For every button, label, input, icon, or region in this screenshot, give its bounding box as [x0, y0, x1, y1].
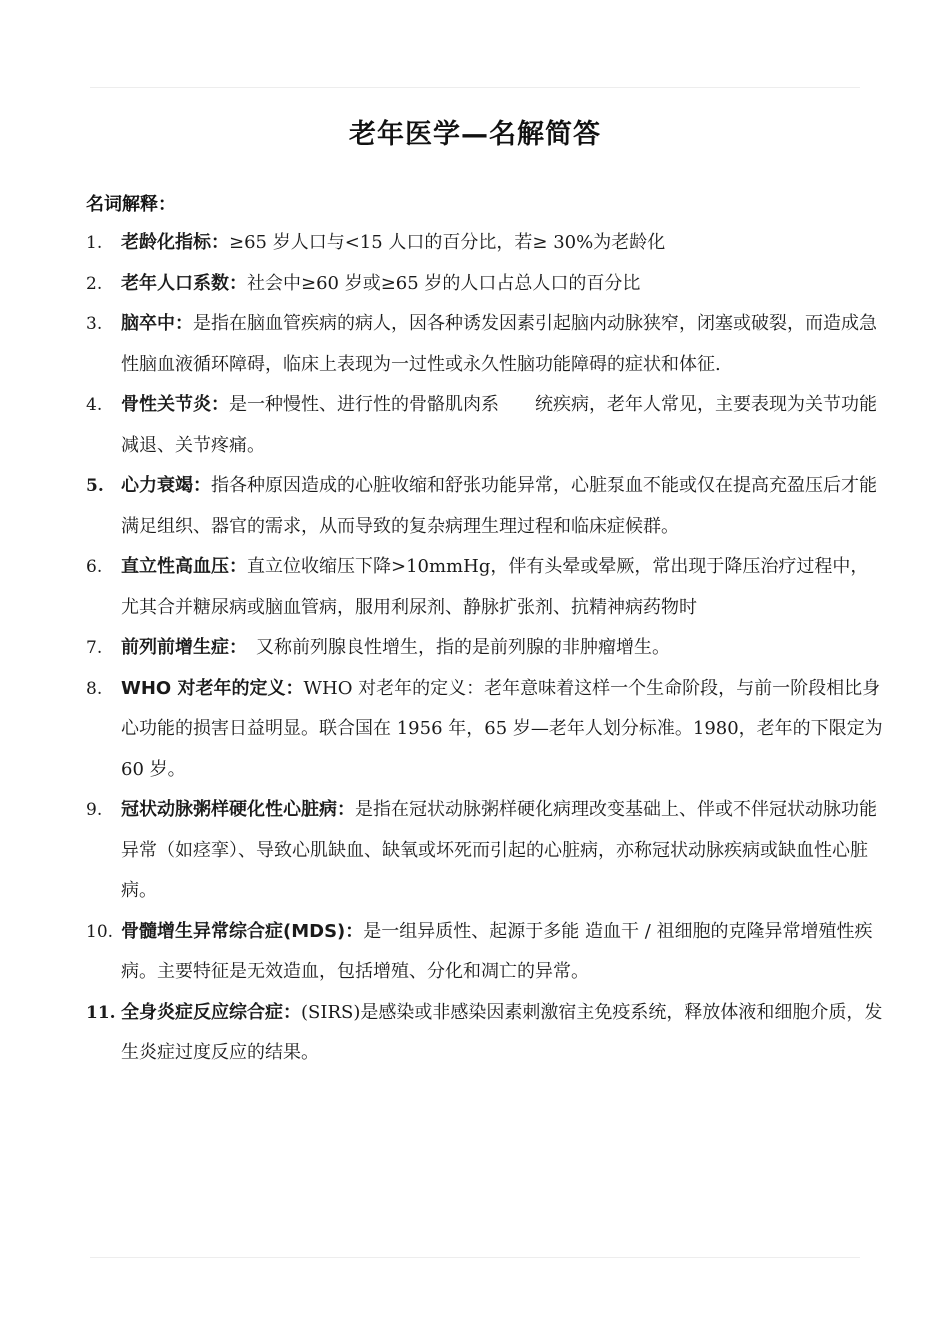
item-term: 冠状动脉粥样硬化性心脏病：: [121, 799, 355, 820]
item-number: 9.: [86, 800, 103, 820]
definition-item: [86, 912, 886, 993]
item-definition: 又称前列腺良性增生，指的是前列腺的非肿瘤增生。: [238, 637, 670, 658]
item-definition: 直立位收缩压下降>10mmHg，伴有头晕或晕厥，常出现于降压治疗过程中，尤其合并糖尿病或脑血管病，服用利尿剂、静脉扩张剂、抗精神病药物时: [121, 556, 869, 618]
item-term: 全身炎症反应综合症：: [121, 1001, 301, 1023]
item-term: 直立性高血压：: [121, 556, 247, 577]
definition-item: [86, 669, 886, 791]
item-term: 骨性关节炎：: [121, 394, 229, 415]
definition-item: [86, 304, 886, 385]
item-definition: 社会中≥60 岁或≥65 岁的人口占总人口的百分比: [247, 272, 641, 294]
item-term: 脑卒中：: [121, 313, 193, 334]
definition-item: [86, 628, 886, 669]
item-number: 7.: [86, 638, 103, 658]
definition-item: [86, 264, 886, 305]
item-definition: 指各种原因造成的心脏收缩和舒张功能异常，心脏泵血不能或仅在提高充盈压后才能满足组织、器官的需求，从而导致的复杂病理生理过程和临床症候群。: [121, 475, 877, 537]
item-number: 1.: [86, 233, 103, 253]
item-definition: 是一组异质性、起源于多能 造血干 / 祖细胞的克隆异常增殖性疾病。主要特征是无效造血，包括增殖、分化和凋亡的异常。: [121, 920, 873, 982]
definition-item: [86, 547, 886, 628]
item-term: 老龄化指标：: [121, 232, 229, 253]
item-number: 5.: [86, 476, 104, 496]
item-term: 骨髓增生异常综合症(MDS)：: [121, 920, 364, 942]
item-number: 10.: [86, 921, 114, 942]
item-number: 2.: [86, 273, 103, 294]
definition-item: [86, 385, 886, 466]
item-definition: ≥65 岁人口与<15 人口的百分比，若≥ 30%为老龄化: [229, 232, 666, 253]
definition-item: [86, 993, 886, 1074]
item-definition: 是指在冠状动脉粥样硬化病理改变基础上、伴或不伴冠状动脉功能异常（如痉挛）、导致心肌缺血、缺氧或坏死而引起的心脏病，亦称冠状动脉疾病或缺血性心脏病。: [121, 799, 877, 901]
item-number: 6.: [86, 557, 103, 577]
definition-list: [86, 223, 886, 1074]
item-term: WHO 对老年的定义：: [121, 677, 304, 699]
item-term: 心力衰竭：: [121, 475, 211, 496]
definition-item: [86, 790, 886, 912]
section-heading: 名词解释：: [86, 194, 176, 215]
item-number: 8.: [86, 678, 103, 699]
page-title: 老年医学—名解简答: [349, 119, 601, 150]
item-number: 3.: [86, 314, 103, 334]
item-term: 前列前增生症：: [121, 637, 238, 658]
item-definition: WHO 对老年的定义：老年意味着这样一个生命阶段，与前一阶段相比身心功能的损害日益明显。联合国在 1956 年，65 岁—老年人划分标准。1980，老年的下限定为 60 岁。: [121, 677, 883, 780]
item-term: 老年人口系数：: [121, 272, 247, 294]
header-divider: [90, 87, 860, 88]
footer-divider: [90, 1257, 860, 1258]
definition-item: [86, 223, 886, 264]
definition-item: [86, 466, 886, 547]
item-definition: 是指在脑血管疾病的病人，因各种诱发因素引起脑内动脉狭窄，闭塞或破裂，而造成急性脑血液循环障碍，临床上表现为一过性或永久性脑功能障碍的症状和体征.: [121, 313, 877, 375]
item-definition: 是一种慢性、进行性的骨骼肌肉系 统疾病，老年人常见，主要表现为关节功能减退、关节疼痛。: [121, 394, 877, 456]
item-number: 4.: [86, 395, 103, 415]
item-definition: (SIRS)是感染或非感染因素刺激宿主免疫系统，释放体液和细胞介质，发生炎症过度反应的结果。: [121, 1001, 883, 1063]
item-number: 11.: [86, 1002, 116, 1023]
